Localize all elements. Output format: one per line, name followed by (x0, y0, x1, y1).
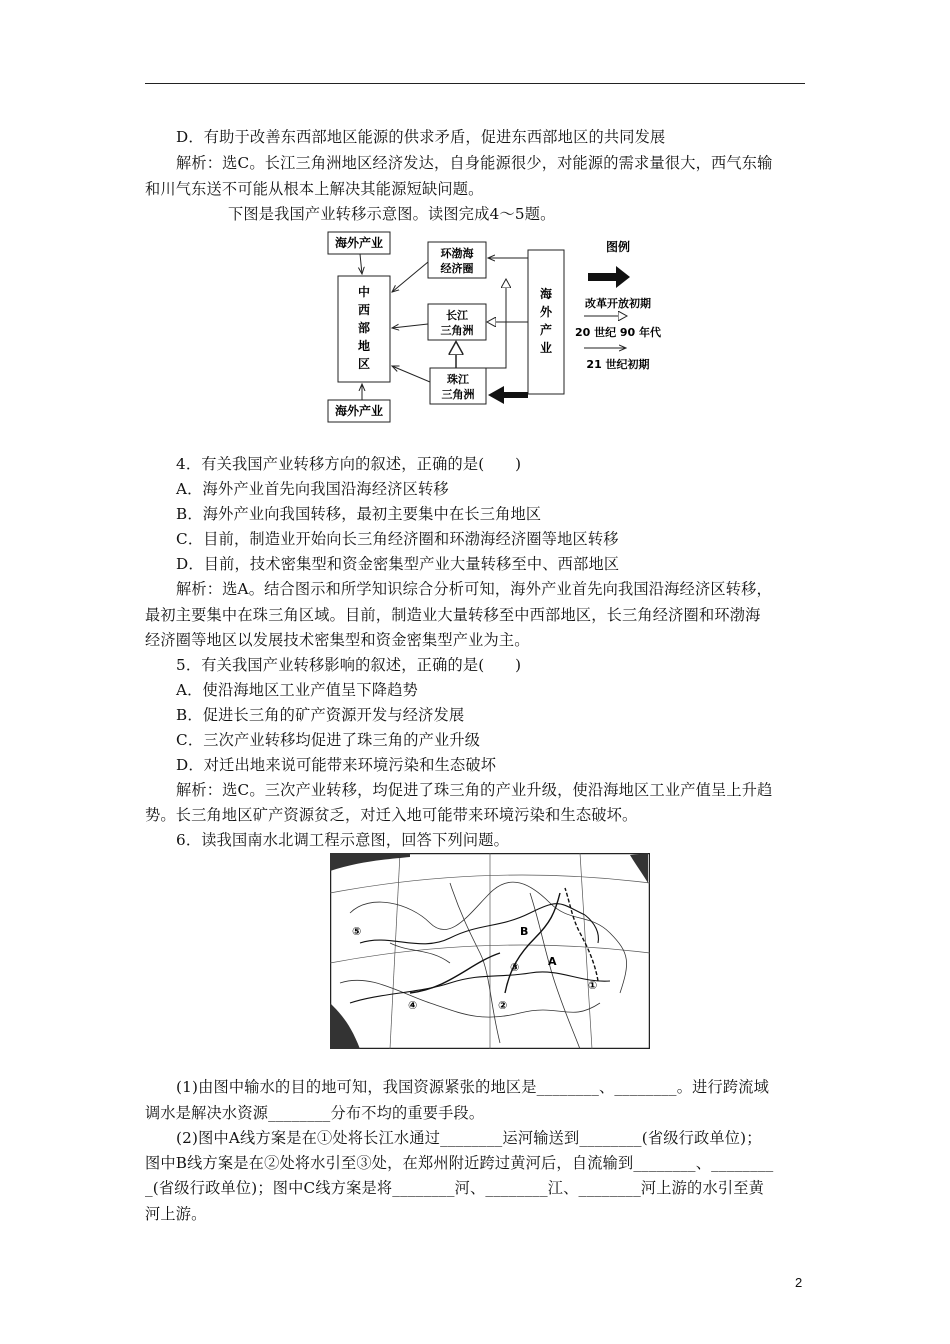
q6-part1-line1: (1)由图中输水的目的地可知，我国资源紧张的地区是________、________。进行跨流域 (176, 1078, 770, 1096)
svg-text:产: 产 (539, 323, 553, 337)
svg-text:A: A (548, 955, 557, 968)
diagram-intro: 下图是我国产业转移示意图。读图完成4～5题。 (228, 205, 556, 223)
svg-text:部: 部 (357, 321, 371, 335)
analysis-prev-line2: 和川气东送不可能从根本上解决其能源短缺问题。 (145, 180, 484, 198)
question-5: 5．有关我国产业转移影响的叙述，正确的是( ) (176, 656, 522, 674)
q6-part2-line2: 图中B线方案是在②处将水引至③处，在郑州附近跨过黄河后，自流输到________、________ (145, 1154, 774, 1172)
svg-text:②: ② (498, 999, 508, 1012)
legend-item-3: 21 世纪初期 (586, 358, 650, 371)
q4-option-a: A．海外产业首先向我国沿海经济区转移 (176, 480, 449, 498)
svg-text:海: 海 (539, 287, 553, 301)
q5-option-b: B．促进长三角的矿产资源开发与经济发展 (176, 706, 465, 724)
yangtze-label-1: 长江 (446, 309, 468, 322)
svg-text:外: 外 (539, 305, 553, 319)
q6-part2-line3: _(省级行政单位)；图中C线方案是将________河、________江、________河上游的水引至黄 (145, 1179, 764, 1197)
water-diversion-map (330, 853, 650, 1049)
svg-text:④: ④ (408, 999, 418, 1012)
header-rule (145, 83, 805, 84)
q5-option-d: D．对迁出地来说可能带来环境污染和生态破坏 (176, 756, 497, 774)
svg-text:③: ③ (510, 961, 520, 974)
page-number: 2 (795, 1275, 803, 1290)
legend-title: 图例 (605, 240, 631, 254)
q4-analysis-2: 最初主要集中在珠三角区域。目前，制造业大量转移至中西部地区，长三角经济圈和环渤海 (145, 606, 761, 624)
option-d-prev: D．有助于改善东西部地区能源的供求矛盾，促进东西部地区的共同发展 (176, 128, 666, 146)
q4-analysis-1: 解析：选A。结合图示和所学知识综合分析可知，海外产业首先向我国沿海经济区转移， (176, 580, 772, 598)
thick-arrow-pearl (488, 386, 528, 404)
svg-text:⑤: ⑤ (352, 925, 362, 938)
q5-analysis-2: 势。长三角地区矿产资源贫乏，对迁入地可能带来环境污染和生态破坏。 (145, 806, 638, 824)
q5-option-c: C．三次产业转移均促进了珠三角的产业升级 (176, 731, 481, 749)
legend-item-2: 20 世纪 90 年代 (574, 326, 662, 339)
overseas-bottom-label: 海外产业 (334, 404, 384, 418)
legend-item-1: 改革开放初期 (585, 297, 651, 310)
bohai-label-1: 环渤海 (440, 247, 474, 260)
question-6: 6．读我国南水北调工程示意图，回答下列问题。 (176, 831, 510, 849)
overseas-right-box (528, 250, 564, 394)
svg-text:业: 业 (539, 341, 553, 355)
q6-part2-line1: (2)图中A线方案是在①处将长江水通过________运河输送到________(省级行政单位)； (176, 1129, 762, 1147)
q4-option-c: C．目前，制造业开始向长三角经济圈和环渤海经济圈等地区转移 (176, 530, 619, 548)
q6-part1-line2: 调水是解决水资源________分布不均的重要手段。 (145, 1104, 485, 1122)
svg-text:①: ① (588, 979, 598, 992)
q5-option-a: A．使沿海地区工业产值呈下降趋势 (176, 681, 418, 699)
analysis-prev-line1: 解析：选C。长江三角洲地区经济发达，自身能源很少，对能源的需求量很大，西气东输 (176, 154, 773, 172)
q5-analysis-1: 解析：选C。三次产业转移，均促进了珠三角的产业升级，使沿海地区工业产值呈上升趋 (176, 781, 773, 799)
q4-option-d: D．目前，技术密集型和资金密集型产业大量转移至中、西部地区 (176, 555, 620, 573)
svg-text:区: 区 (357, 357, 371, 371)
svg-text:地: 地 (357, 339, 371, 353)
question-4: 4．有关我国产业转移方向的叙述，正确的是( ) (176, 455, 522, 473)
q4-analysis-3: 经济圈等地区以发展技术密集型和资金密集型产业为主。 (145, 631, 530, 649)
legend-thick-arrow (588, 266, 630, 288)
yangtze-label-2: 三角洲 (440, 324, 474, 337)
bohai-label-2: 经济圈 (440, 262, 474, 275)
svg-text:中: 中 (357, 285, 371, 299)
q6-part2-line4: 河上游。 (145, 1205, 207, 1223)
central-west-label (358, 284, 370, 371)
overseas-top-label: 海外产业 (334, 236, 384, 250)
svg-text:西: 西 (357, 303, 371, 317)
pearl-label-1: 珠江 (447, 373, 469, 386)
pearl-label-2: 三角洲 (441, 388, 475, 401)
svg-text:B: B (520, 925, 529, 938)
q4-option-b: B．海外产业向我国转移，最初主要集中在长三角地区 (176, 505, 542, 523)
industry-transfer-diagram (326, 228, 688, 426)
